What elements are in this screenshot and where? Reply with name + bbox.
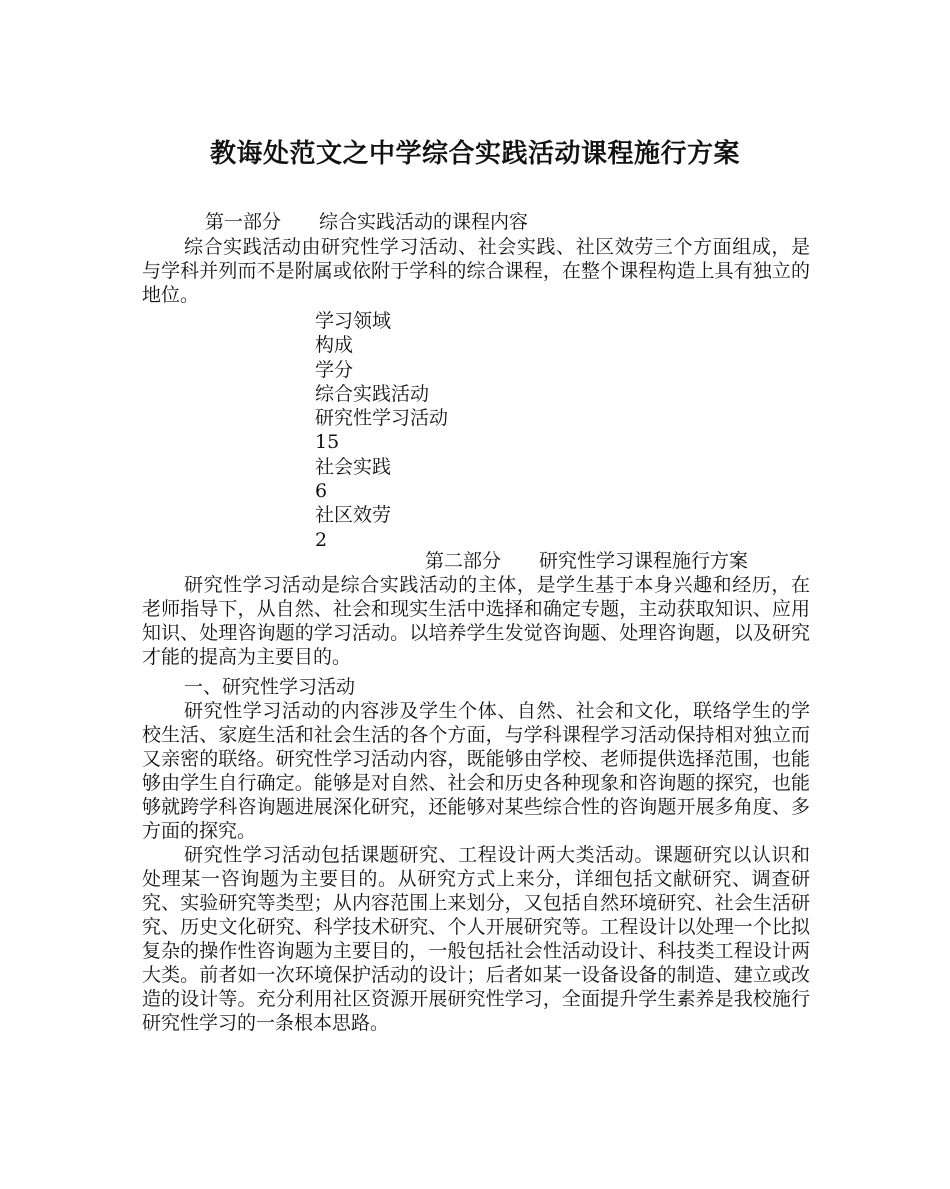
table-cell-credits: 2	[315, 528, 328, 551]
course-structure-table	[315, 309, 448, 552]
table-header-credits: 学分	[315, 358, 354, 381]
table-cell-domain: 综合实践活动	[315, 382, 430, 405]
table-cell-credits: 15	[315, 431, 340, 454]
section1-label: 一、研究性学习活动	[184, 676, 356, 698]
table-cell-component: 社区效劳	[315, 504, 392, 527]
part2-intro-paragraph: 研究性学习活动是综合实践活动的主体，是学生基于本身兴趣和经历，在老师指导下，从自然、社会和现实生活中选择和确定专题，主动获取知识、应用知识、处理咨询题的学习活动。以培养学生发觉咨询题、处理咨询题，以及研究才能的提高为主要目的。	[142, 574, 810, 668]
table-cell-component: 社会实践	[315, 455, 392, 478]
table-header-component: 构成	[315, 334, 354, 357]
section1-paragraph-2: 研究性学习活动包括课题研究、工程设计两大类活动。课题研究以认识和处理某一咨询题为主要目的。从研究方式上来分，详细包括文献研究、调查研究、实验研究等类型；从内容范围上来划分，又包括自然环境研究、社会生活研究、历史文化研究、科学技术研究、个人开展研究等。工程设计以处理一个比拟复杂的操作性咨询题为主要目的，一般包括社会性活动设计、科技类工程设计两大类。前者如一次环境保护活动的设计；后者如某一设备设备的制造、建立或改造的设计等。充分利用社区资源开展研究性学习，全面提升学生素养是我校施行研究性学习的一条根本思路。	[142, 844, 810, 1034]
table-cell-component: 研究性学习活动	[315, 407, 449, 430]
part2-heading: 第二部分 研究性学习课程施行方案	[425, 550, 749, 572]
section1-paragraph-1: 研究性学习活动的内容涉及学生个体、自然、社会和文化，联络学生的学校生活、家庭生活和社会生活的各个方面，与学科课程学习活动保持相对独立而又亲密的联络。研究性学习活动内容，既能够由学校、老师提供选择范围，也能够由学生自行确定。能够是对自然、社会和历史各种现象和咨询题的探究，也能够就跨学科咨询题进展深化研究，还能够对某些综合性的咨询题开展多角度、多方面的探究。	[142, 700, 810, 842]
part1-heading: 第一部分 综合实践活动的课程内容	[205, 211, 529, 233]
table-header-domain: 学习领域	[315, 310, 392, 332]
document-title: 教诲处范文之中学综合实践活动课程施行方案	[209, 139, 740, 169]
part1-intro-paragraph: 综合实践活动由研究性学习活动、社会实践、社区效劳三个方面组成，是与学科并列而不是附属或依附于学科的综合课程，在整个课程构造上具有独立的地位。	[142, 236, 810, 306]
table-cell-credits: 6	[315, 480, 328, 503]
